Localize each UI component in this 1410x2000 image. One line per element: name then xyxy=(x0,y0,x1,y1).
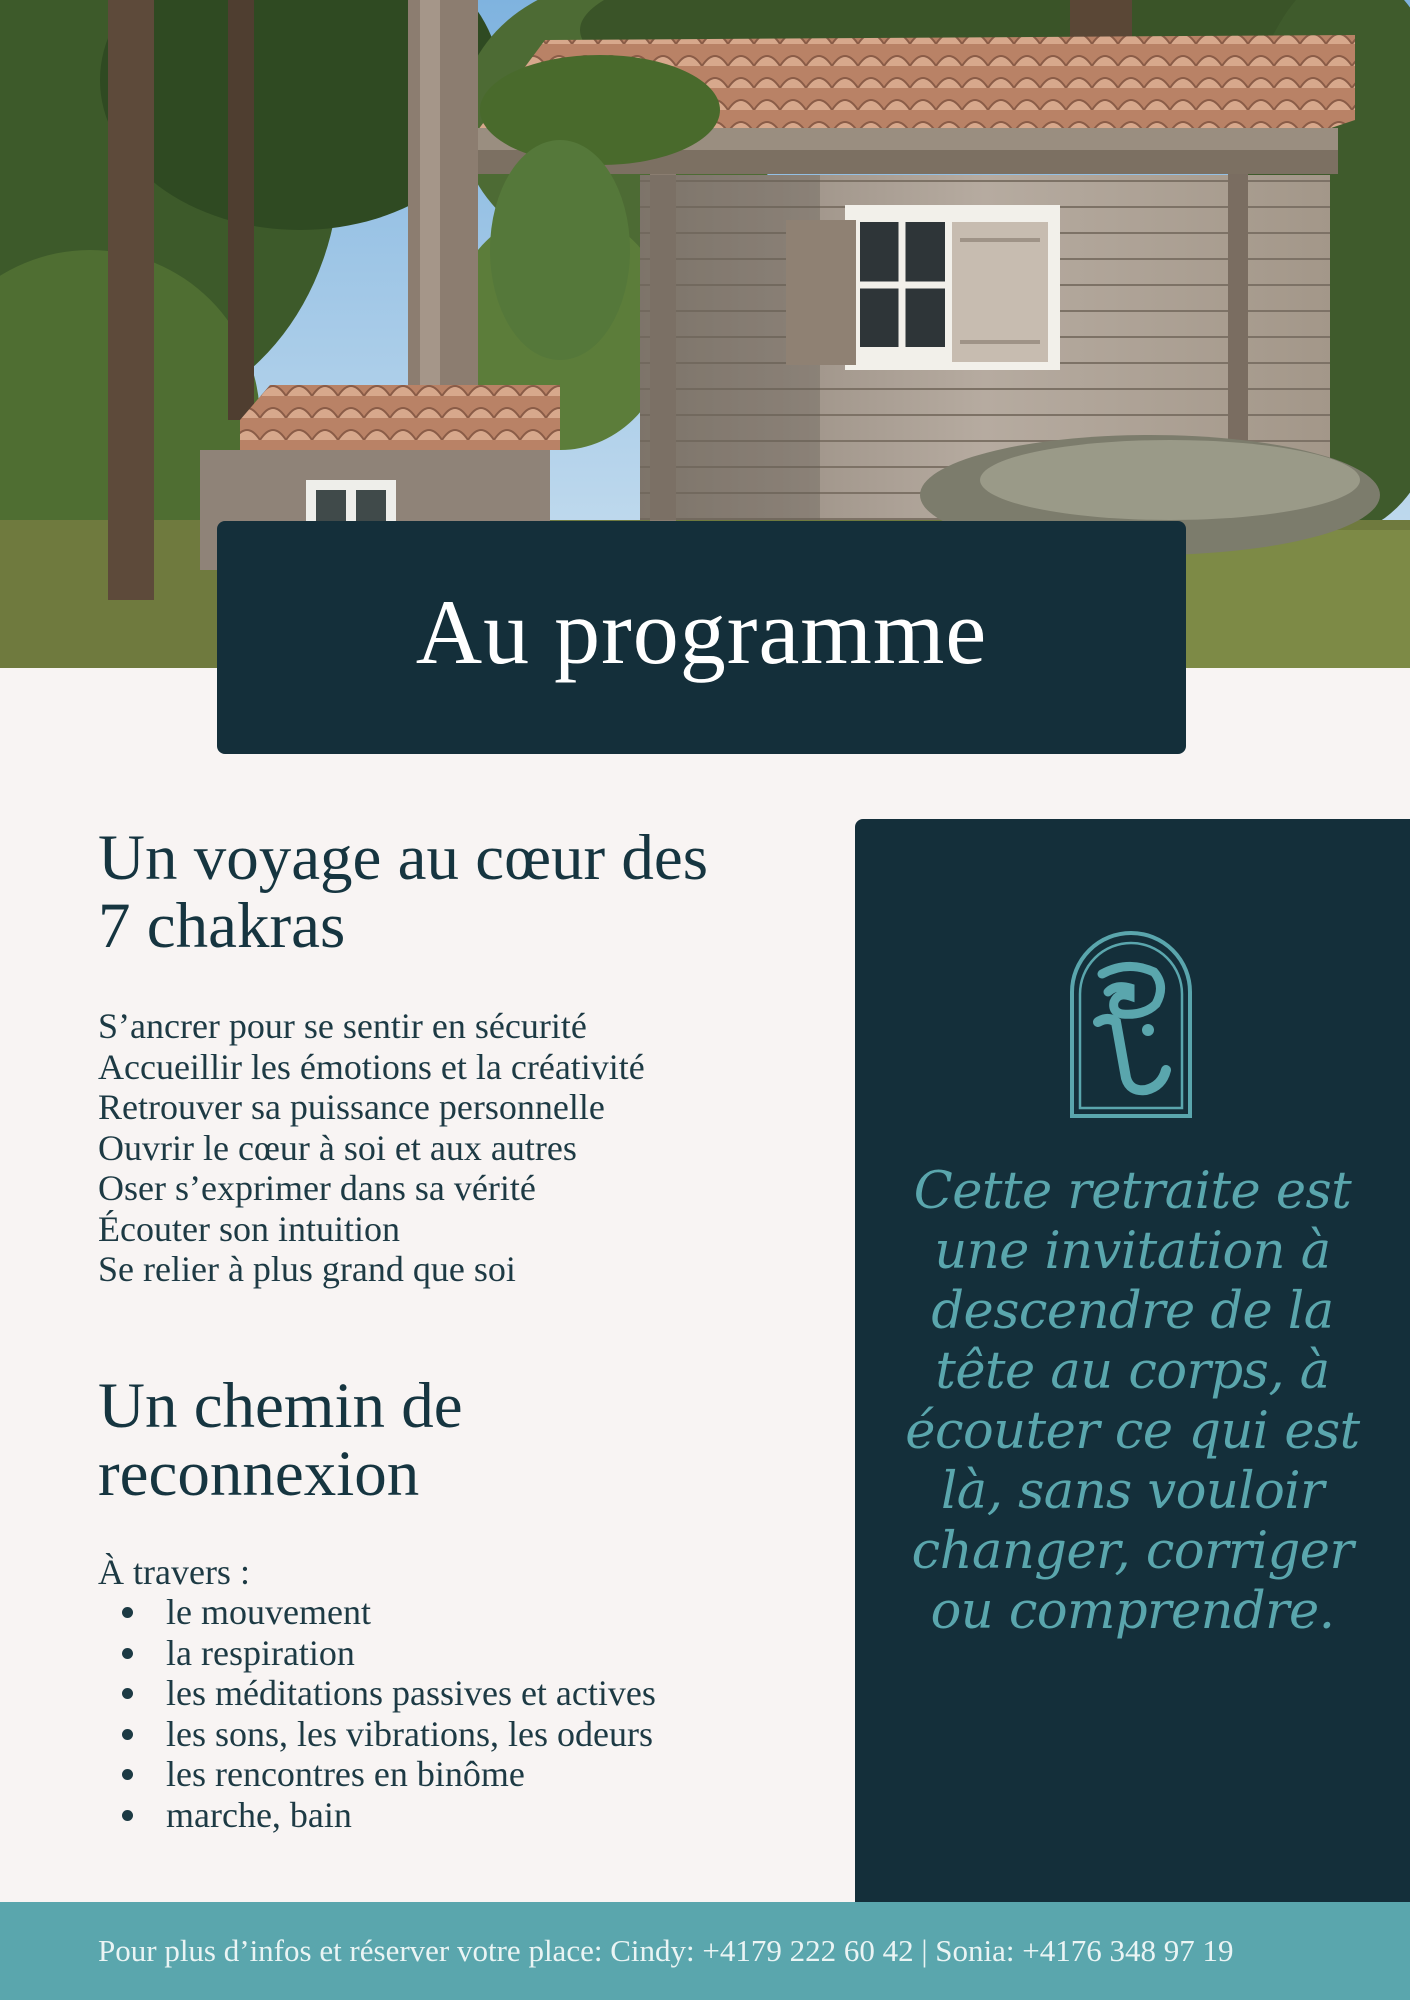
chakras-heading-line1: Un voyage au cœur des xyxy=(98,822,709,894)
chakras-heading-line2: 7 chakras xyxy=(98,890,346,962)
bullet-icon xyxy=(122,1607,133,1618)
quote-text: Cette retraite est une invitation à descendre de la tête au corps, à écouter ce qui est là, sans vouloir changer, corriger ou comprendre. xyxy=(905,1162,1360,1641)
chakra-item: Retrouver sa puissance personnelle xyxy=(98,1087,605,1127)
reconnexion-heading-line1: Un chemin de xyxy=(98,1369,463,1442)
reconnexion-intro: À travers : xyxy=(98,1551,250,1592)
list-item-text: les rencontres en binôme xyxy=(166,1754,525,1794)
list-item xyxy=(122,1673,818,1714)
list-item-text: marche, bain xyxy=(166,1794,352,1835)
bullet-icon xyxy=(122,1810,133,1821)
list-item-text: les sons, les vibrations, les odeurs xyxy=(166,1713,653,1754)
chakra-item: Écouter son intuition xyxy=(98,1208,400,1249)
list-item xyxy=(122,1592,818,1633)
title-banner xyxy=(217,521,1186,754)
list-item xyxy=(122,1795,818,1836)
quote-panel xyxy=(855,819,1410,1902)
bullet-icon xyxy=(122,1648,133,1659)
list-item-text: les méditations passives et actives xyxy=(166,1673,656,1713)
chakras-list xyxy=(98,1006,818,1290)
chakra-item: S’ancrer pour se sentir en sécurité xyxy=(98,1006,587,1046)
list-item-text: le mouvement xyxy=(166,1592,371,1632)
chakras-heading xyxy=(98,824,818,960)
arch-monogram-icon xyxy=(1068,930,1194,1120)
page-title: Au programme xyxy=(415,580,988,683)
chakra-item: Oser s’exprimer dans sa vérité xyxy=(98,1168,536,1208)
bullet-icon xyxy=(122,1729,133,1740)
contact-footer xyxy=(0,1902,1410,2000)
bullet-icon xyxy=(122,1769,133,1780)
chakra-item: Se relier à plus grand que soi xyxy=(98,1249,516,1289)
list-item xyxy=(122,1633,818,1674)
contact-text: Pour plus d’infos et réserver votre place: Cindy: +4179 222 60 42 | Sonia: +4176 348 97 19 xyxy=(98,1933,1234,1968)
list-item xyxy=(122,1714,818,1755)
bullet-icon xyxy=(122,1688,133,1699)
reconnexion-list xyxy=(122,1592,818,1835)
reconnexion-heading-line2: reconnexion xyxy=(98,1437,420,1510)
program-content xyxy=(98,824,818,1835)
chakra-item: Ouvrir le cœur à soi et aux autres xyxy=(98,1127,577,1168)
chakra-item: Accueillir les émotions et la créativité xyxy=(98,1046,645,1087)
list-item-text: la respiration xyxy=(166,1632,355,1673)
list-item xyxy=(122,1754,818,1795)
reconnexion-heading xyxy=(98,1369,818,1510)
